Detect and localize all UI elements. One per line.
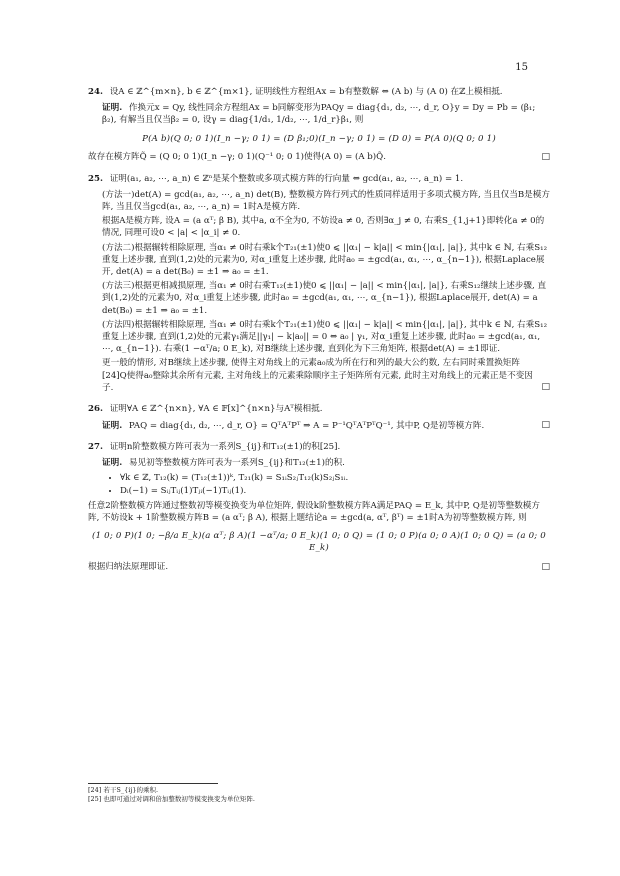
problem-number: 24. bbox=[88, 87, 103, 97]
proof-24 bbox=[88, 102, 550, 126]
footnote: [25] 也即可通过对调和倍加整数初等模变换变为单位矩阵. bbox=[88, 795, 255, 804]
proof-label: 证明. bbox=[102, 420, 123, 431]
problem-number: 25. bbox=[88, 173, 103, 184]
problem-26 bbox=[88, 403, 550, 432]
footnote: [24] 若干S_{ij}的乘积. bbox=[88, 786, 159, 794]
proof-text: PAQ = diag{d₁, d₂, ⋯, d_r, O} = QᵀAᵀPᵀ ⇒ A = P⁻¹QᵀAᵀPᵀQ⁻¹, 其中P, Q是初等模方阵. bbox=[128, 420, 485, 431]
proof-text: 作换元x = Qy, 线性同余方程组Ax = b同解变形为PAQy = diag{d₁, d₂, ⋯, d_r, O}y = Dy = Pb = (β₁; β₂), 有解当且仅当β₂ = 0, 设γ = diag{1/d₁, 1/d₂, ⋯, 1/d_r}β₁, 则 bbox=[102, 103, 536, 126]
qed-symbol: □ bbox=[541, 151, 550, 162]
footnote-divider bbox=[88, 783, 218, 784]
list-item: • Dᵢ(−1) = SᵢⱼTᵢⱼ(1)Tⱼᵢ(−1)Tᵢⱼ(1). bbox=[120, 485, 550, 497]
problem-statement: 证明n阶整数模方阵可表为一系列S_{ij}和T₁₂(±1)的积[25]. bbox=[109, 442, 341, 452]
page-number: 15 bbox=[515, 62, 528, 73]
problem-statement: 设A ∈ ℤ^{m×n}, b ∈ ℤ^{m×1}, 证明线性方程组Ax = b有整数解 ⇔ (A b) 与 (A 0) 在ℤ上模相抵. bbox=[109, 87, 503, 97]
problem-25 bbox=[88, 173, 550, 394]
problem-number: 27. bbox=[88, 442, 103, 452]
equation: (1 0; 0 P)(1 0; −β/a E_k)(a αᵀ; β A)(1 −αᵀ/a; 0 E_k)(1 0; 0 Q) = (1 0; 0 P)(a 0; 0 A)(1 0; 0 Q) = (a 0; 0 E_k) bbox=[92, 531, 546, 554]
proof-conclusion bbox=[102, 357, 550, 394]
problem-number: 26. bbox=[88, 404, 103, 415]
proof-text: 根据归纳法原理即证. bbox=[88, 562, 169, 573]
proof-conclusion bbox=[88, 561, 550, 574]
method-paragraph: (方法一)det(A) = gcd(a₁, a₂, ⋯, a_n) det(B), 整数模方阵行列式的性质同样适用于多项式模方阵, 当且仅当B是模方阵, 当且仅当gcd(a₁, a₂, ⋯, a_n) = 1时A是模方阵. bbox=[102, 189, 550, 212]
proof-text: 易见初等整数模方阵可表为一系列S_{ij}和T₁₂(±1)的积. bbox=[128, 458, 345, 469]
qed-symbol: □ bbox=[541, 420, 550, 431]
proof-25 bbox=[88, 189, 550, 394]
proof-text: 任意2阶整数模方阵通过整数初等模变换变为单位矩阵, 假设k阶整数模方阵A满足PAQ = E_k, 其中P, Q是初等整数模方阵, 不妨设k + 1阶整数模方阵B = (a αᵀ; β A), 根据上题结论a = ±gcd(a, αᵀ, βᵀ) = ±1时A为初等整数模方阵, 则 bbox=[88, 500, 540, 524]
proof-text: 故存在模方阵Q̃ = (Q 0; 0 1)(I_n −γ; 0 1)(Q⁻¹ 0; 0 1)使得(A 0) = (A b)Q̃. bbox=[88, 152, 386, 163]
footnotes bbox=[88, 783, 550, 805]
proof-conclusion bbox=[88, 151, 550, 164]
method-paragraph: (方法二)根据辗转相除原理, 当α₁ ≠ 0时右乘k个T₂₁(±1)使0 ⩽ ||α₁| − k|a|| < min{|α₁|, |a|}, 其中k ∈ ℕ, 右乘S₁₂重复上述步骤, 直到(1,2)处的元素为0, 对α_i重复上述步骤, 此时a₀ = ±gcd(a₁, α₁, ⋯, α_{n−1}), 根据Laplace展开, det(A) = a det(B₀) = ±1 ⇒ a₀ = ±1. bbox=[102, 242, 548, 277]
method-paragraph: (方法四)根据辗转相除原理, 当α₁ ≠ 0时右乘k个T₂₁(±1)使0 ⩽ ||α₁| − k|a|| < min{|α₁|, |a|}, 其中k ∈ ℕ, 右乘S₁₂重复上述步骤, 直到(1,2)处的元素γ₁满足||γ₁| − k|a₀|| = 0 ⇔ a₀ | γ₁, 对α_i重复上述步骤, 此时a₀ = ±gcd(a₁, α₁, ⋯, α_{n−1}). 右乘(1 −αᵀ/a; 0 E_k), 对B继续上述步骤, 直到化为下三角矩阵, 根据det(A) = ±1即证. bbox=[102, 319, 548, 355]
proof-label: 证明. bbox=[102, 103, 123, 114]
method-paragraph: 更一般的情形, 对B继续上述步骤, 使得主对角线上的元素a₀成为所在行和列的最大公约数, 左右同时乘置换矩阵[24]Q使得a₀整除其余所有元素, 主对角线上的元素乘除顺序主子矩阵所有元素, 此时主对角线上的元素正是不变因子. bbox=[102, 358, 533, 393]
page-body bbox=[88, 84, 550, 582]
equation: P(A b)(Q 0; 0 1)(I_n −γ; 0 1) = (D β₁;0)(I_n −γ; 0 1) = (D 0) = P(A 0)(Q 0; 0 1) bbox=[142, 133, 496, 144]
problem-statement: 证明(a₁, a₂, ⋯, a_n) ∈ ℤⁿ是某个整数或多项式模方阵的行向量 ⇔ gcd(a₁, a₂, ⋯, a_n) = 1. bbox=[109, 173, 464, 184]
method-paragraph: (方法三)根据更相减损原理, 当α₁ ≠ 0时右乘T₁₂(±1)使0 ⩽ ||α₁| − |a|| < min{|α₁|, |a|}, 右乘S₁₂继续上述步骤, 直到(1,2)处的元素为0, 对α_i重复上述步骤, 此时a₀ = ±gcd(a₁, α₁, ⋯, α_{n−1}), 根据Laplace展开, det(A) = a det(B₀) = ±1 ⇒ a₀ = ±1. bbox=[102, 281, 547, 316]
method-paragraph: 根据A是模方阵, 设A = (a αᵀ; β B), 其中a, α不全为0, 不妨设a ≠ 0, 否则∃α_j ≠ 0, 右乘S_{1,j+1}即转化a ≠ 0的情况, 同理可设0 < |a| < |α_i| ≠ 0. bbox=[102, 216, 545, 239]
problem-27 bbox=[88, 441, 550, 573]
list-item: • ∀k ∈ ℤ, T₁₂(k) = (T₁₂(±1))ᵏ, T₂₁(k) = S₁ᵢS₂ⱼT₁₂(k)S₂ⱼS₁ᵢ. bbox=[120, 472, 550, 484]
bullet-list bbox=[120, 472, 550, 496]
qed-symbol: □ bbox=[541, 382, 550, 393]
proof-label: 证明. bbox=[102, 458, 123, 469]
problem-24 bbox=[88, 86, 550, 164]
qed-symbol: □ bbox=[541, 561, 550, 572]
proof-27 bbox=[88, 457, 550, 497]
proof-26 bbox=[88, 419, 550, 432]
problem-statement: 证明∀A ∈ ℤ^{n×n}, ∀A ∈ 𝔽[x]^{n×n}与Aᵀ模相抵. bbox=[109, 404, 323, 415]
